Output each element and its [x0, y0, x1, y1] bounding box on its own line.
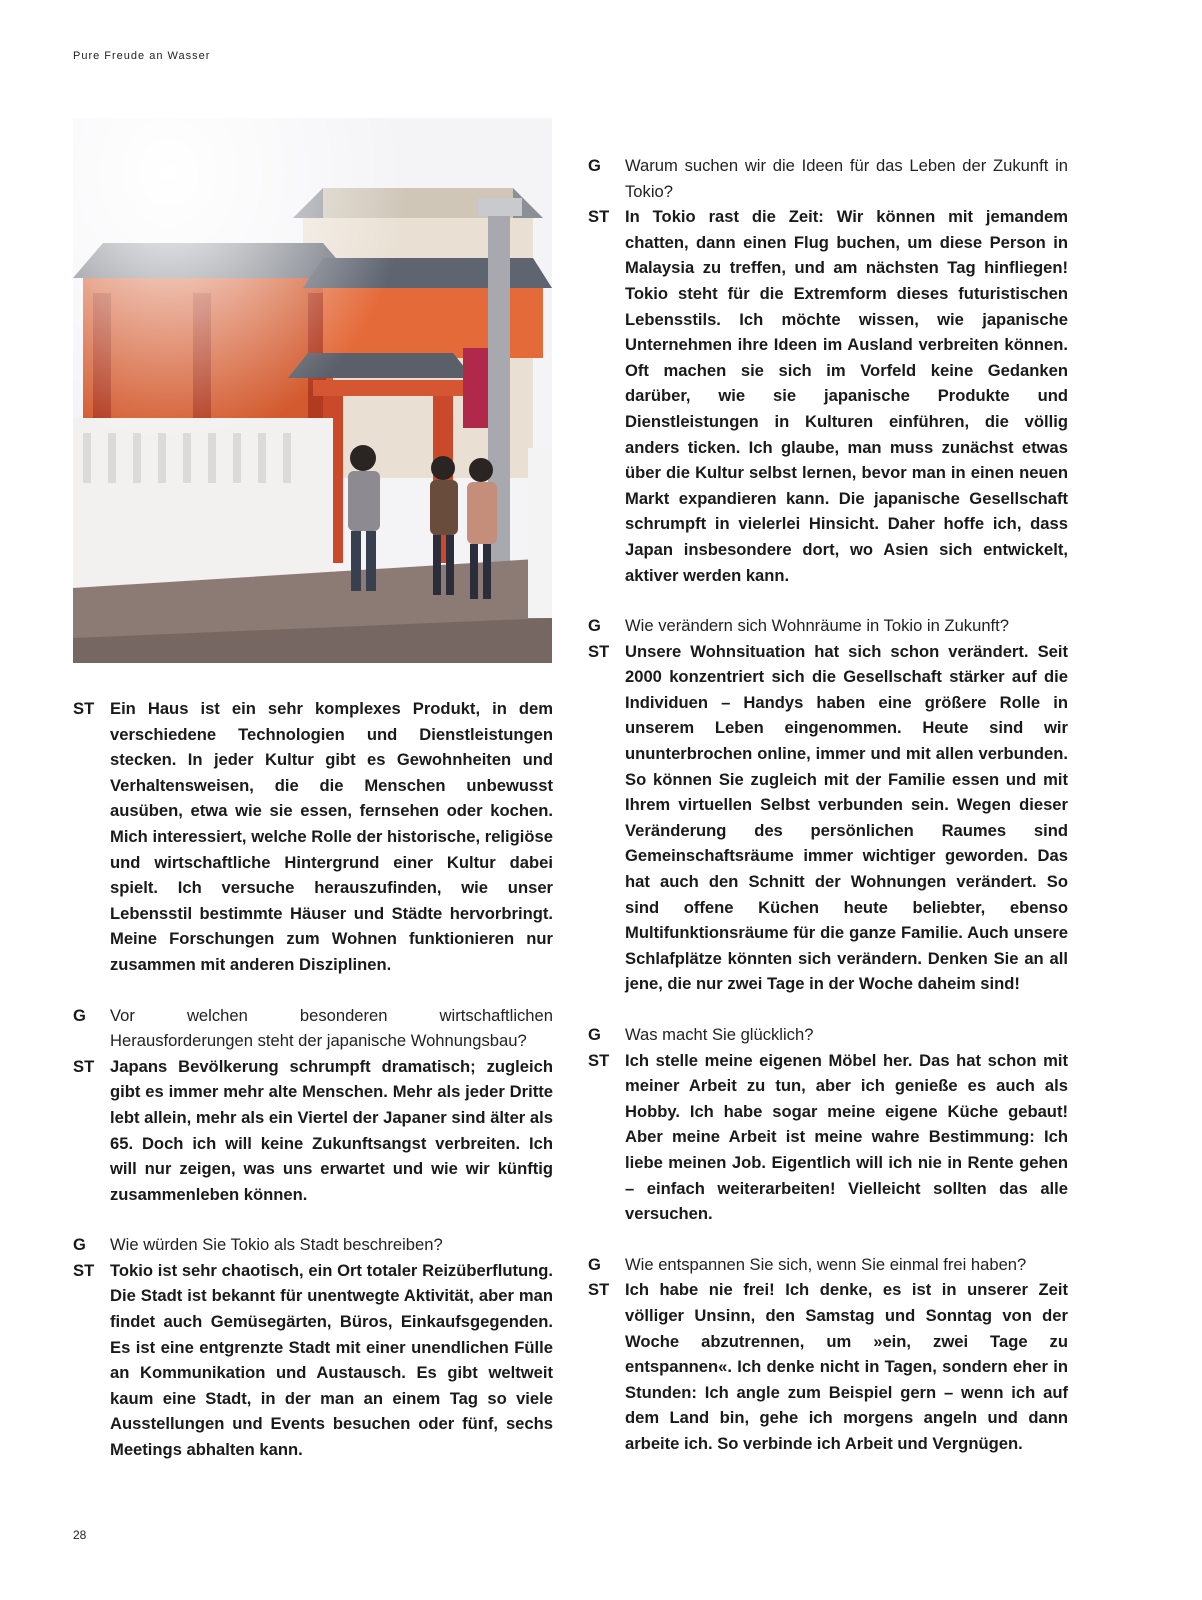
answer-block	[588, 1277, 1068, 1456]
right-column	[588, 153, 1068, 1457]
question-block	[73, 1232, 553, 1258]
answer-text: Japans Bevölkerung schrumpft dramatisch; zugleich gibt es immer mehr alte Menschen. Mehr als jeder Dritte lebt allein, mehr als ein Viertel der Japaner sind älter als 65. Doch ich will keine Zukunftsangst verbreiten. Ich will nur zeigen, was uns erwartet und wie wir künftig zusammenleben können.	[110, 1056, 553, 1204]
question-block	[588, 1252, 1068, 1278]
speaker-label: G	[73, 1235, 86, 1255]
answer-block	[588, 204, 1068, 588]
speaker-label: ST	[73, 699, 95, 718]
left-column	[73, 696, 553, 1463]
speaker-label: G	[73, 1005, 86, 1025]
question-text: Warum suchen wir die Ideen für das Leben der Zukunft in Tokio?	[625, 156, 1068, 201]
speaker-label: G	[588, 1254, 601, 1274]
question-block	[588, 1022, 1068, 1048]
answer-block	[73, 696, 553, 978]
answer-text: Unsere Wohnsituation hat sich schon verändert. Seit 2000 konzentriert sich die Gesellschaft stärker auf die Individuen – Handys haben eine größere Rolle in unserem Leben eingenommen. Heute sind wir ununterbrochen online, immer und mit allen verbunden. So können Sie zugleich mit der Familie essen und mit Ihrem virtuellen Selbst verbunden sein. Wegen dieser Veränderung des persönlichen Raumes sind Gemeinschaftsräume immer wichtiger geworden. Das hat auch den Schnitt der Wohnungen verändert. So sind offene Küchen heute beliebter, ebenso Multifunktionsräume für die ganze Familie. Auch unsere Schlafplätze könnten sich verändern. Denken Sie an all jene, die nur zwei Tage in der Woche daheim sind!	[625, 641, 1068, 994]
speaker-label: ST	[588, 1280, 610, 1300]
magazine-header: Pure Freude an Wasser	[73, 50, 211, 62]
question-text: Wie verändern sich Wohnräume in Tokio in Zukunft?	[625, 616, 1009, 636]
answer-block	[73, 1054, 553, 1208]
answer-text: Ich stelle meine eigenen Möbel her. Das hat schon mit meiner Arbeit zu tun, aber ich genieße es auch als Hobby. Ich habe sogar meine eigene Küche gebaut! Aber meine Arbeit ist meine wahre Bestimmung: Ich liebe meinen Job. Eigentlich will ich nie in Rente gehen – einfach weiterarbeiten! Vielleicht sollten das alle versuchen.	[625, 1050, 1068, 1224]
question-block	[588, 153, 1068, 204]
answer-block	[588, 1048, 1068, 1227]
answer-text: Tokio ist sehr chaotisch, ein Ort totaler Reizüberflutung. Die Stadt ist bekannt für unentwegte Aktivität, aber man findet auch Gemüsegärten, Büros, Einkaufsgegenden. Es ist eine entgrenzte Stadt mit einer unendlichen Fülle an Kommunikation und Austausch. Es gibt weltweit kaum eine Stadt, in der man an einem Tag so viele Ausstellungen und Events besuchen oder fünf, sechs Meetings abhalten kann.	[110, 1260, 553, 1460]
question-block	[73, 1003, 553, 1054]
answer-text: Ich habe nie frei! Ich denke, es ist in unserer Zeit völliger Unsinn, den Samstag und Sonntag von der Woche abzutrennen, um »ein, zwei Tage zu entspannen«. Ich denke nicht in Tagen, sondern eher in Stunden: Ich angle zum Beispiel gern – wenn ich auf dem Land bin, gehe ich morgens angeln und dann arbeite ich. So verbinde ich Arbeit und Vergnügen.	[625, 1280, 1068, 1453]
speaker-label: ST	[73, 1056, 95, 1076]
speaker-label: G	[588, 1025, 601, 1044]
speaker-label: ST	[588, 641, 610, 661]
answer-text: Ein Haus ist ein sehr komplexes Produkt, in dem verschiedene Technologien und Dienstleistungen stecken. In jeder Kultur gibt es Gewohnheiten und Verhaltensweisen, die die Menschen unbewusst ausüben, etwa wie sie essen, fernsehen oder kochen. Mich interessiert, welche Rolle der historische, religiöse und wirtschaftliche Hintergrund einer Kultur dabei spielt. Ich versuche herauszufinden, wie unser Lebensstil bestimmte Häuser und Städte hervorbringt. Meine Forschungen zum Wohnen funktionieren nur zusammen mit anderen Disziplinen.	[110, 699, 553, 974]
answer-text: In Tokio rast die Zeit: Wir können mit jemandem chatten, dann einen Flug buchen, um diese Person in Malaysia zu treffen, und am nächsten Tag hinfliegen! Tokio steht für die Extremform dieses futuristischen Lebensstils. Ich möchte wissen, wie japanische Unternehmen ihre Ideen im Ausland verbreiten können. Oft machen sie sich im Vorfeld keine Gedanken darüber, wie sie japanische Produkte und Dienstleistungen in Kulturen einführen, die völlig anders ticken. Ich glaube, man muss zunächst etwas über die Kultur selbst lernen, bevor man in einen neuen Markt expandieren kann. Die japanische Gesellschaft schrumpft in vielerlei Hinsicht. Daher hoffe ich, dass Japan insbesondere dort, wo Asien sich entwickelt, aktiver werden kann.	[625, 207, 1068, 585]
street-photo	[73, 118, 552, 663]
question-text: Wie würden Sie Tokio als Stadt beschreiben?	[110, 1235, 443, 1255]
answer-block	[73, 1258, 553, 1463]
answer-block	[588, 639, 1068, 997]
question-text: Was macht Sie glücklich?	[625, 1025, 814, 1044]
question-block	[588, 613, 1068, 639]
page-number: 28	[73, 1528, 87, 1542]
photo-tokyo-temple-street-icon	[73, 118, 552, 663]
speaker-label: ST	[588, 207, 610, 227]
question-text: Wie entspannen Sie sich, wenn Sie einmal frei haben?	[625, 1254, 1027, 1274]
speaker-label: ST	[588, 1050, 610, 1070]
question-text: Vor welchen besonderen wirtschaftlichen Herausforderungen steht der japanische Wohnungsbau?	[110, 1005, 553, 1051]
speaker-label: ST	[73, 1260, 95, 1280]
speaker-label: G	[588, 156, 601, 175]
speaker-label: G	[588, 616, 601, 636]
